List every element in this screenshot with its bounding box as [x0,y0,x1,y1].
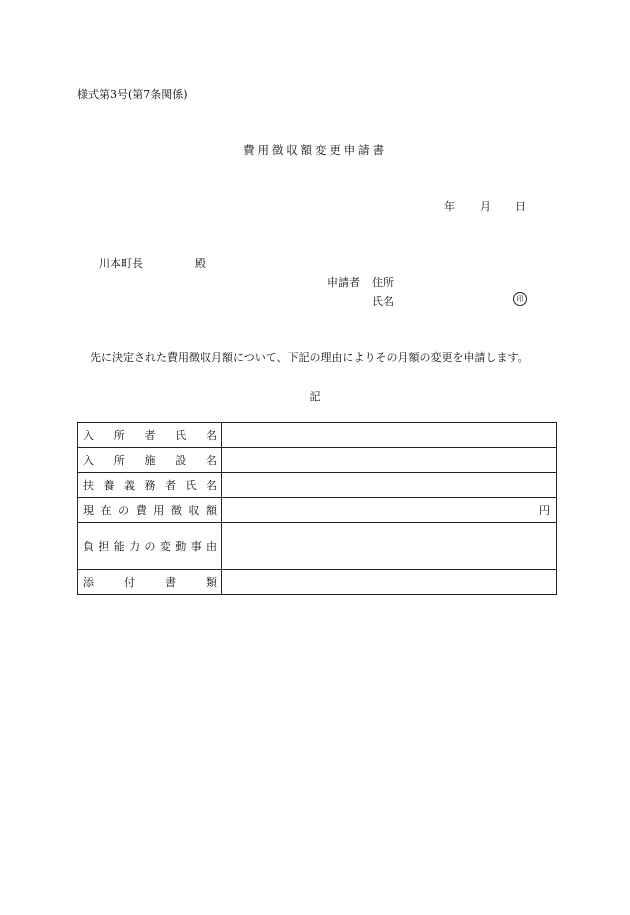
row-value-field[interactable] [222,448,557,473]
row-label-char: 務 [144,479,156,492]
row-label [78,473,222,498]
row-label-char: 氏 [185,479,197,492]
table-row [78,448,557,473]
row-label-char: の [144,540,156,553]
date-month-label: 月 [480,200,491,213]
name-label: 氏名 [372,295,394,308]
row-label-char: の [118,504,130,517]
row-label [78,570,222,595]
row-label-char: 能 [113,540,125,553]
row-label-char: 扶 [83,479,94,492]
row-label-char: 現 [83,504,94,517]
row-value-field[interactable]: 円 [222,498,557,523]
row-label [78,523,222,570]
row-label-char: 書 [165,576,176,589]
row-label-char: 徴 [170,504,182,517]
addressee: 川本町長 [99,257,143,270]
row-label-char: 名 [206,479,217,492]
row-label-char: 在 [100,504,112,517]
row-label-char: 入 [83,429,94,442]
row-label-char: 費 [135,504,147,517]
row-label-char: 収 [188,504,200,517]
row-label-char: 額 [205,504,217,517]
application-table [77,422,557,595]
row-label-char: 所 [113,429,125,442]
row-label-char: 用 [153,504,165,517]
row-label-char: 義 [124,479,135,492]
row-label-char: 名 [206,454,217,467]
row-label-char: 者 [165,479,176,492]
row-label-char: 施 [144,454,156,467]
row-label-char: 所 [113,454,125,467]
form-number: 様式第3号(第7条関係) [77,88,188,101]
row-label-char: 氏 [175,429,187,442]
date-day-label: 日 [515,200,526,213]
table-row [78,570,557,595]
row-label-char: 設 [175,454,187,467]
table-row [78,498,557,523]
table-row [78,423,557,448]
row-label-char: 付 [124,576,135,589]
address-label: 住所 [372,276,394,289]
row-label-char: 添 [83,576,94,589]
row-value-field[interactable] [222,423,557,448]
table-row [78,473,557,498]
ki-heading: 記 [309,390,321,403]
row-value-field[interactable] [222,473,557,498]
row-label-char: 力 [129,540,141,553]
row-label-char: 動 [175,540,187,553]
honorific: 殿 [195,257,206,270]
seal-mark-icon: 印 [513,292,527,306]
row-label-char: 変 [159,540,171,553]
row-label-char: 由 [206,540,217,553]
row-label-char: 事 [190,540,202,553]
row-label-char: 者 [144,429,156,442]
row-label-char: 養 [103,479,115,492]
row-label [78,423,222,448]
row-label [78,498,222,523]
document-title: 費用徴収額変更申請書 [243,143,387,157]
applicant-label: 申請者 [327,276,360,289]
row-label-char: 類 [206,576,217,589]
row-label-char: 担 [98,540,110,553]
row-value-field[interactable] [222,523,557,570]
row-value-field[interactable] [222,570,557,595]
request-body-text: 先に決定された費用徴収月額について、下記の理由によりその月額の変更を申請します。 [90,351,529,364]
row-label-char: 名 [206,429,217,442]
table-row [78,523,557,570]
row-label-char: 入 [83,454,94,467]
date-year-label: 年 [444,200,455,213]
row-label-char: 負 [83,540,94,553]
row-label [78,448,222,473]
